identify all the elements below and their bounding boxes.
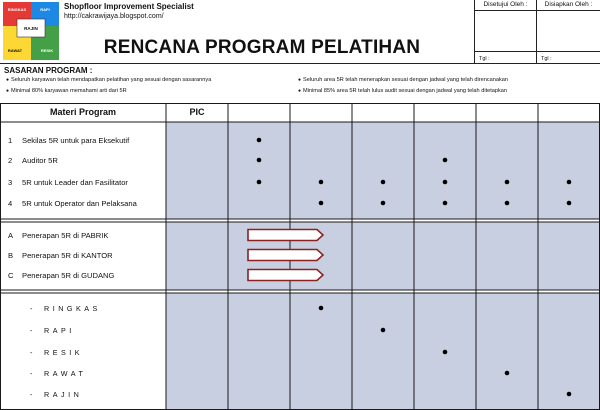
schedule-dot	[443, 180, 448, 185]
prepared-by-caption: Disiapkan Oleh :	[544, 1, 593, 8]
divider	[475, 10, 536, 11]
schedule-arrow	[248, 230, 323, 241]
shaded-block	[166, 222, 600, 290]
header-divider	[0, 63, 600, 64]
schedule-arrow	[248, 250, 323, 261]
5r-puzzle-logo	[3, 2, 59, 60]
divider	[475, 51, 536, 52]
schedule-dot	[319, 201, 324, 206]
divider	[537, 10, 600, 11]
stage-row-label: - RAWAT	[30, 369, 87, 378]
target-item: ● Seluruh area 5R telah menerapkan sesuai dengan jadwal yang telah direncanakan	[298, 77, 508, 83]
program-row-label: 4 5R untuk Operator dan Pelaksana	[8, 199, 137, 208]
stage-row-label: - RINGKAS	[30, 304, 101, 313]
stage-row-label: - RAPI	[30, 326, 75, 335]
program-row-label: 3 5R untuk Leader dan Fasilitator	[8, 178, 128, 187]
org-name: Shopfloor Improvement Specialist	[64, 2, 194, 11]
logo-word-ringkas: RINGKAS	[7, 7, 27, 12]
implementation-row-label: B Penerapan 5R di KANTOR	[8, 251, 113, 260]
schedule-dot	[567, 392, 572, 397]
schedule-dot	[505, 180, 510, 185]
approved-date-label: Tgl :	[479, 56, 490, 62]
column-header-pic: PIC	[189, 107, 205, 117]
schedule-dot	[505, 201, 510, 206]
schedule-arrow	[248, 270, 323, 281]
schedule-dot	[257, 180, 262, 185]
schedule-dot	[567, 201, 572, 206]
schedule-dot	[381, 328, 386, 333]
column-header-materi: Materi Program	[49, 107, 117, 117]
blog-url[interactable]: http://cakrawijaya.blogspot.com/	[64, 13, 164, 20]
schedule-dot	[443, 158, 448, 163]
schedule-dot	[381, 201, 386, 206]
target-item: ● Minimal 80% karyawan memahami arti dari 5R	[6, 88, 127, 94]
schedule-dot	[443, 350, 448, 355]
divider	[537, 51, 600, 52]
logo-word-rajin: RAJIN	[24, 26, 38, 31]
prepared-by-box[interactable]	[536, 0, 600, 64]
shaded-block	[166, 293, 600, 410]
targets-title: SASARAN PROGRAM :	[4, 66, 93, 75]
approved-by-box[interactable]	[474, 0, 536, 64]
schedule-dot	[381, 180, 386, 185]
schedule-dot	[257, 158, 262, 163]
schedule-dot	[567, 180, 572, 185]
schedule-dot	[319, 306, 324, 311]
target-item: ● Minimal 85% area 5R telah lulus audit sesuai dengan jadwal yang telah ditetapkan	[298, 88, 507, 94]
stage-row-label: - RAJIN	[30, 390, 83, 399]
schedule-dot	[319, 180, 324, 185]
prepared-date-label: Tgl :	[541, 56, 552, 62]
implementation-row-label: C Penerapan 5R di GUDANG	[8, 271, 115, 280]
page-title: RENCANA PROGRAM PELATIHAN	[103, 37, 421, 58]
target-item: ● Seluruh karyawan telah mendapatkan pelatihan yang sesuai dengan sasarannya	[6, 77, 211, 83]
schedule-dot	[257, 138, 262, 143]
program-row-label: 1 Sekilas 5R untuk para Eksekutif	[8, 136, 130, 145]
logo-word-rawat: RAWAT	[7, 48, 23, 53]
logo-word-resik: RESIK	[40, 48, 54, 53]
schedule-dot	[505, 371, 510, 376]
approved-by-caption: Disetujui Oleh :	[483, 1, 528, 8]
program-row-label: 2 Auditor 5R	[8, 156, 58, 165]
implementation-row-label: A Penerapan 5R di PABRIK	[8, 231, 109, 240]
schedule-dot	[443, 201, 448, 206]
stage-row-label: - RESIK	[30, 348, 84, 357]
logo-word-rapi: RAPI	[40, 7, 50, 12]
